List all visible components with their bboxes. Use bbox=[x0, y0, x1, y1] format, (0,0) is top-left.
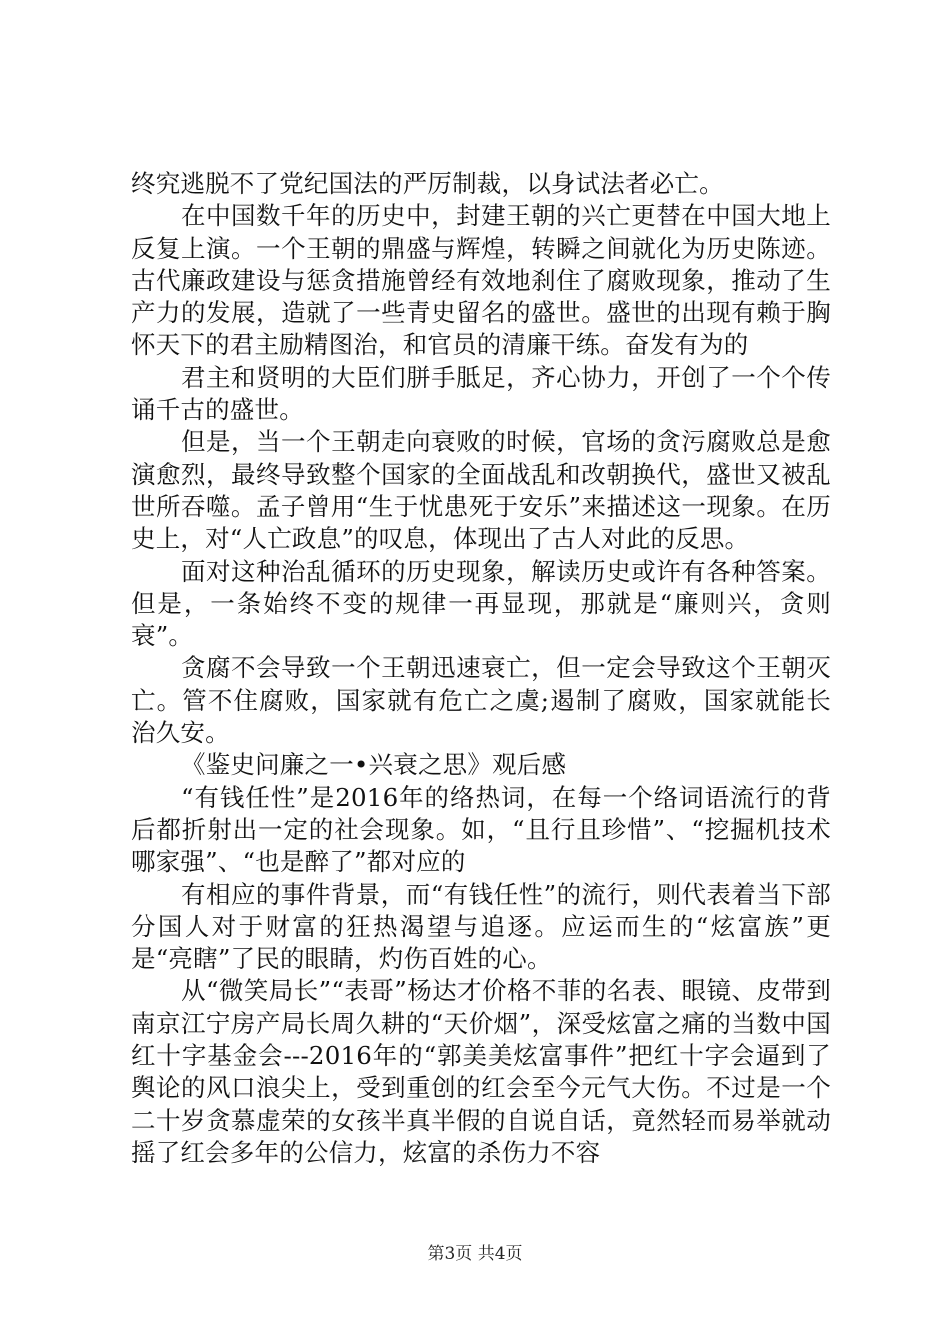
paragraph: 从“微笑局长”“表哥”杨达才价格不菲的名表、眼镜、皮带到南京江宁房产局长周久耕的“天价烟”，深受炫富之痛的当数中国红十字基金会---2016年的“郭美美炫富事件”把红十字会逼到了舆论的风口浪尖上，受到重创的红会至今元气大伤。不过是一个二十岁贪慕虚荣的女孩半真半假的自说自话，竟然轻而易举就动摇了红会多年的公信力，炫富的杀伤力不容 bbox=[131, 976, 831, 1167]
paragraph: 终究逃脱不了党纪国法的严厉制裁，以身试法者必亡。 bbox=[131, 169, 724, 198]
document-body bbox=[131, 168, 831, 1169]
paragraph: 但是，当一个王朝走向衰败的时候，官场的贪污腐败总是愈演愈烈，最终导致整个国家的全面战乱和改朝换代，盛世又被乱世所吞噬。孟子曾用“生于忧患死于安乐”来描述这一现象。在历史上，对“人亡政息”的叹息，体现出了古人对此的反思。 bbox=[131, 427, 831, 554]
paragraph: 在中国数千年的历史中，封建王朝的兴亡更替在中国大地上反复上演。一个王朝的鼎盛与辉煌，转瞬之间就化为历史陈迹。古代廉政建设与惩贪措施曾经有效地刹住了腐败现象，推动了生产力的发展，造就了一些青史留名的盛世。盛世的出现有赖于胸怀天下的君主励精图治，和官员的清廉干练。奋发有为的 bbox=[131, 201, 831, 360]
paragraph: 有相应的事件背景，而“有钱任性”的流行，则代表着当下部分国人对于财富的狂热渴望与追逐。应运而生的“炫富族”更是“亮瞎”了民的眼睛，灼伤百姓的心。 bbox=[131, 879, 831, 974]
section-heading: 《鉴史问廉之一•兴衰之思》观后感 bbox=[181, 750, 567, 780]
paragraph: 贪腐不会导致一个王朝迅速衰亡，但一定会导致这个王朝灭亡。管不住腐败，国家就有危亡之虞;遏制了腐败，国家就能长治久安。 bbox=[131, 653, 831, 748]
paragraph: “有钱任性”是2016年的络热词，在每一个络词语流行的背后都折射出一定的社会现象。如，“且行且珍惜”、“挖掘机技术哪家强”、“也是醉了”都对应的 bbox=[131, 782, 831, 877]
paragraph: 面对这种治乱循环的历史现象，解读历史或许有各种答案。但是，一条始终不变的规律一再显现，那就是“廉则兴，贪则衰”。 bbox=[131, 556, 831, 651]
paragraph: 君主和贤明的大臣们胼手胝足，齐心协力，开创了一个个传诵千古的盛世。 bbox=[131, 362, 831, 425]
page-footer: 第3页 共4页 bbox=[427, 1244, 523, 1264]
